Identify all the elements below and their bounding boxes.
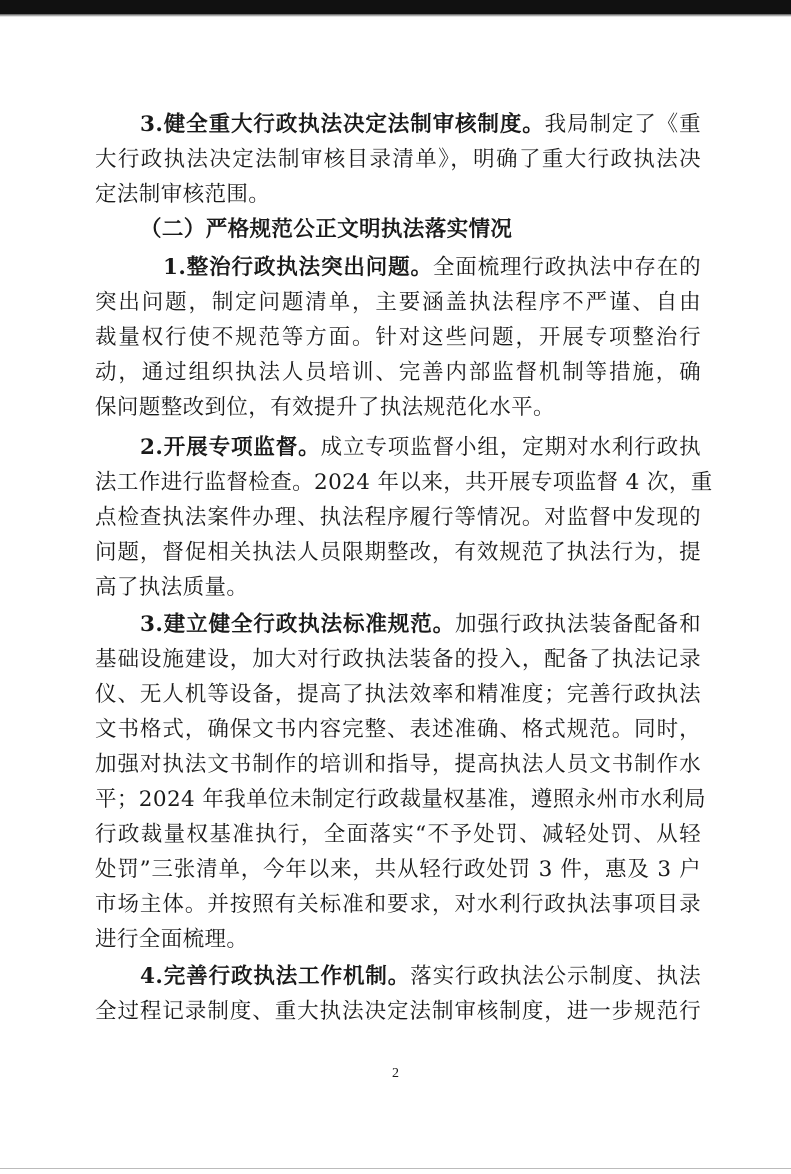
text-line [95,356,701,390]
line-text: 突出问题，制定问题清单，主要涵盖执法程序不严谨、自由 [95,290,701,315]
line-text: 问题，督促相关执法人员限期整改，有效规范了执法行为，提 [95,540,701,565]
line-text: 点检查执法案件办理、执法程序履行等情况。对监督中发现的 [95,505,701,530]
line-text: 大行政执法决定法制审核目录清单》，明确了重大行政执法决 [95,147,701,172]
page-number: 2 [392,1066,399,1081]
text-line [95,853,701,887]
line-text: 处罚”三张清单，今年以来，共从轻行政处罚 3 件，惠及 3 户 [95,857,701,882]
text-line [95,501,701,535]
scan-border-top [0,0,791,14]
text-line [95,321,701,355]
line-text: 全面梳理行政执法中存在的 [432,255,701,280]
text-line [95,178,701,212]
text-line [95,143,701,177]
line-text: 文书格式，确保文书内容完整、表述准确、格式规范。同时， [95,717,701,742]
text-line [95,783,707,817]
text-line [95,678,701,712]
line-text: 我局制定了《重 [544,112,701,137]
heading-inline: 2.开展专项监督。 [140,435,321,460]
scan-border-bottom [0,1168,791,1169]
text-line [95,466,713,500]
text-line [95,536,701,570]
line-text: 加强行政执法装备配备和 [455,612,701,637]
text-line [95,286,701,320]
text-line [95,571,701,605]
line-text: 动，通过组织执法人员培训、完善内部监督机制等措施，确 [95,360,701,385]
heading-inline: 3.健全重大行政执法决定法制审核制度。 [140,112,545,137]
line-text: 法工作进行监督检查。2024 年以来，共开展专项监督 4 次，重 [95,470,713,495]
text-line [140,431,701,465]
text-line [95,748,701,782]
text-line [95,391,701,425]
section-heading-text: （二）严格规范公正文明执法落实情况 [140,217,513,242]
line-text: 行政裁量权基准执行，全面落实“不予处罚、减轻处罚、从轻 [95,822,701,847]
section-heading [140,213,746,247]
text-line [140,608,701,642]
line-text: 全过程记录制度、重大执法决定法制审核制度，进一步规范行 [95,999,701,1024]
line-text: 进行全面梳理。 [95,927,249,952]
line-text: 落实行政执法公示制度、执法 [410,964,701,989]
line-text: 基础设施建设，加大对行政执法装备的投入，配备了执法记录 [95,647,701,672]
heading-inline: 1.整治行政执法突出问题。 [163,255,433,280]
text-line [95,818,701,852]
line-text: 保问题整改到位，有效提升了执法规范化水平。 [95,395,555,420]
text-line [95,888,701,922]
scan-border-shadow [0,14,791,17]
text-line [140,960,701,994]
text-line [95,713,701,747]
line-text: 裁量权行使不规范等方面。针对这些问题，开展专项整治行 [95,325,701,350]
text-line [95,923,701,957]
line-text: 仪、无人机等设备，提高了执法效率和精准度；完善行政执法 [95,682,701,707]
text-line [95,995,701,1029]
line-text: 平；2024 年我单位未制定行政裁量权基准，遵照永州市水利局 [95,787,707,812]
line-text: 成立专项监督小组，定期对水利行政执 [320,435,701,460]
text-line [140,108,701,142]
heading-inline: 4.完善行政执法工作机制。 [140,964,411,989]
heading-inline: 3.建立健全行政执法标准规范。 [140,612,456,637]
line-text: 高了执法质量。 [95,575,249,600]
line-text: 加强对执法文书制作的培训和指导，提高执法人员文书制作水 [95,752,701,777]
line-text: 市场主体。并按照有关标准和要求，对水利行政执法事项目录 [95,892,701,917]
text-line [163,251,701,285]
line-text: 定法制审核范围。 [95,182,271,207]
text-line [95,643,701,677]
